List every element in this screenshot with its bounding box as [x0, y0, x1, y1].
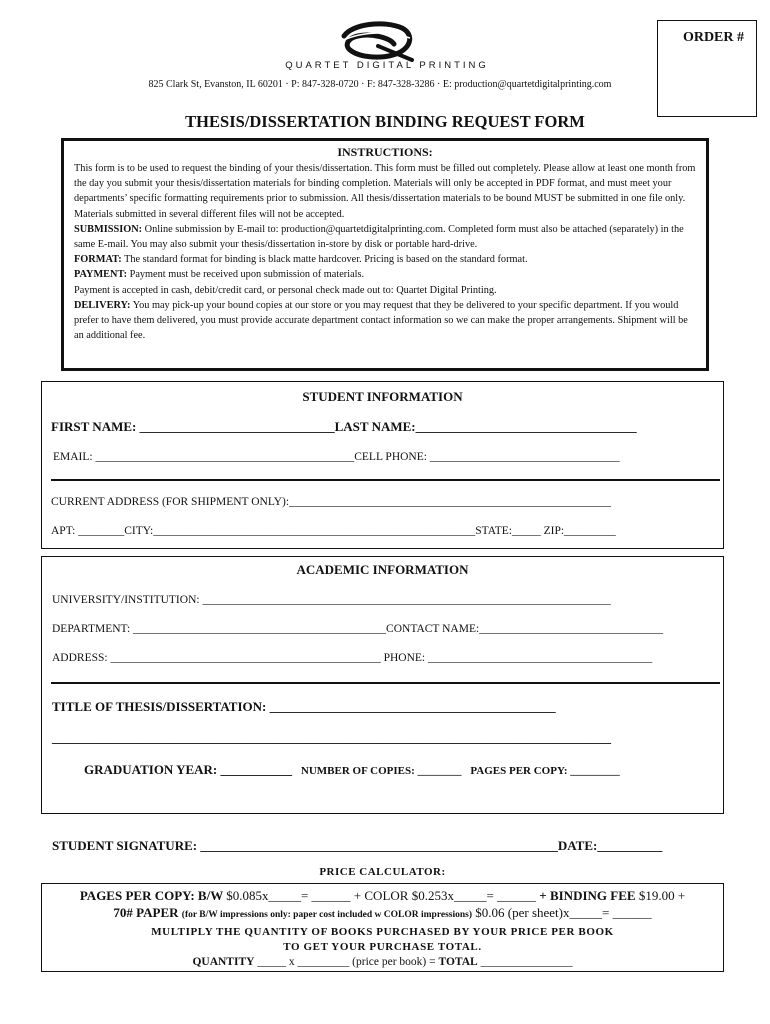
signature-date-field[interactable]: STUDENT SIGNATURE: _______________________________________________________DATE:__________	[52, 838, 663, 853]
university-field[interactable]: UNIVERSITY/INSTITUTION: _______________________________________________________________________	[52, 594, 611, 606]
current-address-field[interactable]: CURRENT ADDRESS (FOR SHIPMENT ONLY):________________________________________________________	[51, 496, 612, 508]
thesis-title-continued-field[interactable]: ______________________________________________________________________________________	[52, 730, 611, 745]
delivery-text: You may pick-up your bound copies at our store or you may request that they be delivered to your specific department. If you would prefer to have them delivered, you must provide accurate department contact information so we can make the proper arrangements. Shipment will be an additional fee.	[74, 299, 688, 342]
number-of-copies-field[interactable]: NUMBER OF COPIES: ________	[300, 765, 462, 777]
bw-rate-field[interactable]: $0.085x_____= ______ + COLOR	[226, 888, 409, 903]
section-divider	[51, 682, 720, 684]
section-divider	[51, 479, 720, 481]
paper-rate-field[interactable]: $0.06 (per sheet)x_____= ______	[475, 905, 652, 920]
graduation-year-field[interactable]: GRADUATION YEAR: ___________	[84, 762, 292, 777]
total-field[interactable]: ________________	[480, 956, 573, 968]
form-title: THESIS/DISSERTATION BINDING REQUEST FORM	[185, 112, 585, 131]
total-instruction: TO GET YOUR PURCHASE TOTAL.	[283, 941, 482, 953]
price-calculator-box	[41, 883, 724, 972]
payment-label: PAYMENT:	[74, 269, 128, 281]
student-information-section	[41, 381, 724, 549]
apt-city-state-zip-field[interactable]: APT: ________CITY:________________________________________________________STATE:_____ ZIP:_________	[51, 525, 616, 537]
multiply-instruction: MULTIPLY THE QUANTITY OF BOOKS PURCHASED BY YOUR PRICE PER BOOK	[151, 926, 614, 938]
format-text: The standard format for binding is black matte hardcover. Pricing is based on the standard format.	[124, 254, 528, 266]
binding-fee-value: $19.00 +	[638, 888, 686, 903]
price-line-pages	[42, 888, 723, 904]
price-calculator-heading: PRICE CALCULATOR:	[319, 866, 446, 878]
academic-information-section	[41, 556, 724, 814]
instructions-heading: INSTRUCTIONS:	[337, 145, 433, 159]
quantity-price-field[interactable]: _____ x _________ (price per book) =	[257, 956, 436, 968]
price-line-paper	[42, 905, 723, 921]
payment-text-2: Payment is accepted in cash, debit/credit card, or personal check made out to: Quartet Digital Printing.	[74, 284, 497, 296]
pages-per-copy-field[interactable]: PAGES PER COPY: _________	[470, 765, 620, 777]
pages-bw-label: PAGES PER COPY: B/W	[79, 888, 223, 903]
format-label: FORMAT:	[74, 254, 122, 266]
quantity-label: QUANTITY	[192, 956, 255, 968]
instructions-box	[61, 138, 709, 371]
binding-fee-label: + BINDING FEE	[539, 888, 636, 903]
student-section-title: STUDENT INFORMATION	[302, 389, 463, 404]
company-logo-icon	[338, 18, 418, 62]
total-line	[42, 956, 723, 968]
department-contact-field[interactable]: DEPARTMENT: ____________________________________________CONTACT NAME:________________________________	[52, 623, 664, 635]
submission-text: Online submission by E-mail to: production@quartetdigitalprinting.com. Completed form must also be attached (separately) in the same E-mail. You may also submit your thesis/dissertation in-store by disk or portable hard-drive.	[74, 223, 684, 251]
academic-address-phone-field[interactable]: ADDRESS: _______________________________________________ PHONE: _______________________________________	[52, 652, 653, 664]
name-field[interactable]: FIRST NAME: ______________________________LAST NAME:__________________________________	[51, 419, 637, 434]
order-number-box[interactable]	[657, 20, 757, 117]
total-label: TOTAL	[438, 956, 478, 968]
paper-label: 70# PAPER	[113, 905, 179, 920]
academic-section-title: ACADEMIC INFORMATION	[296, 562, 469, 577]
submission-label: SUBMISSION:	[74, 223, 143, 235]
company-name: QUARTET DIGITAL PRINTING	[285, 60, 489, 71]
company-contact: 825 Clark St, Evanston, IL 60201 · P: 847-328-0720 · F: 847-328-3286 · E: production@quartetdigitalprinting.com	[148, 79, 612, 90]
email-phone-field[interactable]: EMAIL: _____________________________________________CELL PHONE: _________________________________	[53, 451, 620, 463]
instructions-text	[74, 161, 696, 343]
graduation-copies-pages-row	[84, 762, 620, 778]
delivery-label: DELIVERY:	[74, 299, 131, 311]
color-rate-field[interactable]: $0.253x_____= ______	[411, 888, 537, 903]
thesis-title-field[interactable]: TITLE OF THESIS/DISSERTATION: ____________________________________________	[52, 699, 556, 714]
paper-note: (for B/W impressions only: paper cost included w COLOR impressions)	[181, 910, 473, 920]
order-label: ORDER #	[682, 30, 744, 45]
instructions-intro: This form is to be used to request the binding of your thesis/dissertation. This form must be filled out completely. Please allow at least one month from the day you submit your thesis/dissertation materials for binding completion. Materials will only be accepted in PDF format, and must meet your departments’ specific formatting requirements prior to submission. All thesis/dissertation materials to be bound MUST be submitted in one file only. Materials submitted in several different files will not be accepted.	[74, 163, 696, 220]
payment-text: Payment must be received upon submission of materials.	[129, 269, 365, 281]
